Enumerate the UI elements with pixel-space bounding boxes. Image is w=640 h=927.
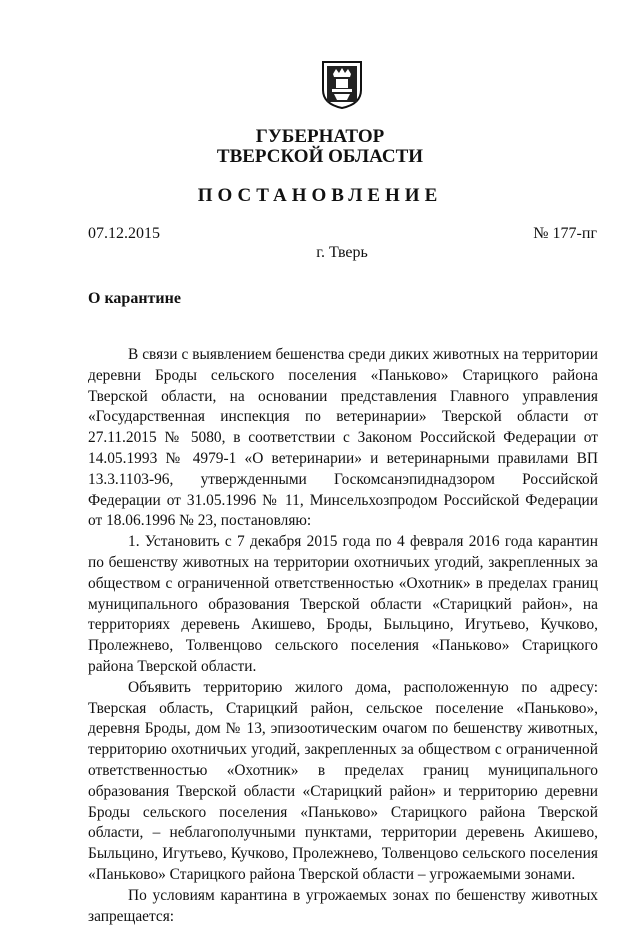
paragraph-restrictions: По условиям карантина в угрожаемых зонах по бешенству животных запрещается: (88, 886, 598, 925)
paragraph-preamble: В связи с выявлением бешенства среди диких животных на территории деревни Броды сельского поселения «Паньково» Старицкого района Тверской области, на основании представления Главного управления «Государственная инспекция по ветеринарии» Тверской области от 27.11.2015 № 5080, в соответствии с Законом Российской Федерации от 14.05.1993 № 4979-1 «О ветеринарии» и ветеринарными правилами ВП 13.3.1103-96, утвержденными Госкомсанэпиднадзором Российской Федерации от 31.05.1996 № 11, Минсельхозпродом Российской Федерации от 18.06.1996 № 23, постановляю: (88, 346, 598, 530)
document-subject: О карантине (88, 290, 181, 307)
office-title: ГУБЕРНАТОР (255, 126, 385, 147)
paragraph-item-1: 1. Установить с 7 декабря 2015 года по 4 февраля 2016 года карантин по бешенству животных на территории охотничьих угодий, закрепленных за обществом с ограниченной ответственностью «Охотник» в пределах границ муниципального образования Тверской области «Старицкий район», на территориях деревень Акишево, Броды, Быльцино, Игутьево, Кучково, Пролежнево, Толвенцово сельского поселения «Паньково» Старицкого района Тверской области. (88, 533, 598, 675)
document-type: ПОСТАНОВЛЕНИЕ (197, 185, 443, 206)
document-number: № 177-пг (533, 225, 597, 242)
office-region: ТВЕРСКОЙ ОБЛАСТИ (216, 146, 424, 167)
document-city: г. Тверь (316, 244, 368, 261)
tver-coat-of-arms-icon (321, 60, 363, 110)
document-date: 07.12.2015 (88, 225, 160, 242)
document-body (88, 345, 598, 927)
paragraph-declaration: Объявить территорию жилого дома, расположенную по адресу: Тверская область, Старицкий район, сельское поселение «Паньково», деревня Броды, дом № 13, эпизоотическим очагом по бешенству животных, территорию охотничьих угодий, закрепленных за обществом с ограниченной ответственностью «Охотник» в пределах границ муниципального образования Тверской области «Старицкий район» и территорию деревни Броды сельского поселения «Паньково» Старицкого района Тверской области, – неблагополучными пунктами, территории деревень Акишево, Быльцино, Игутьево, Кучково, Пролежнево, Толвенцово сельского поселения «Паньково» Старицкого района Тверской области – угрожаемыми зонами. (88, 678, 598, 883)
